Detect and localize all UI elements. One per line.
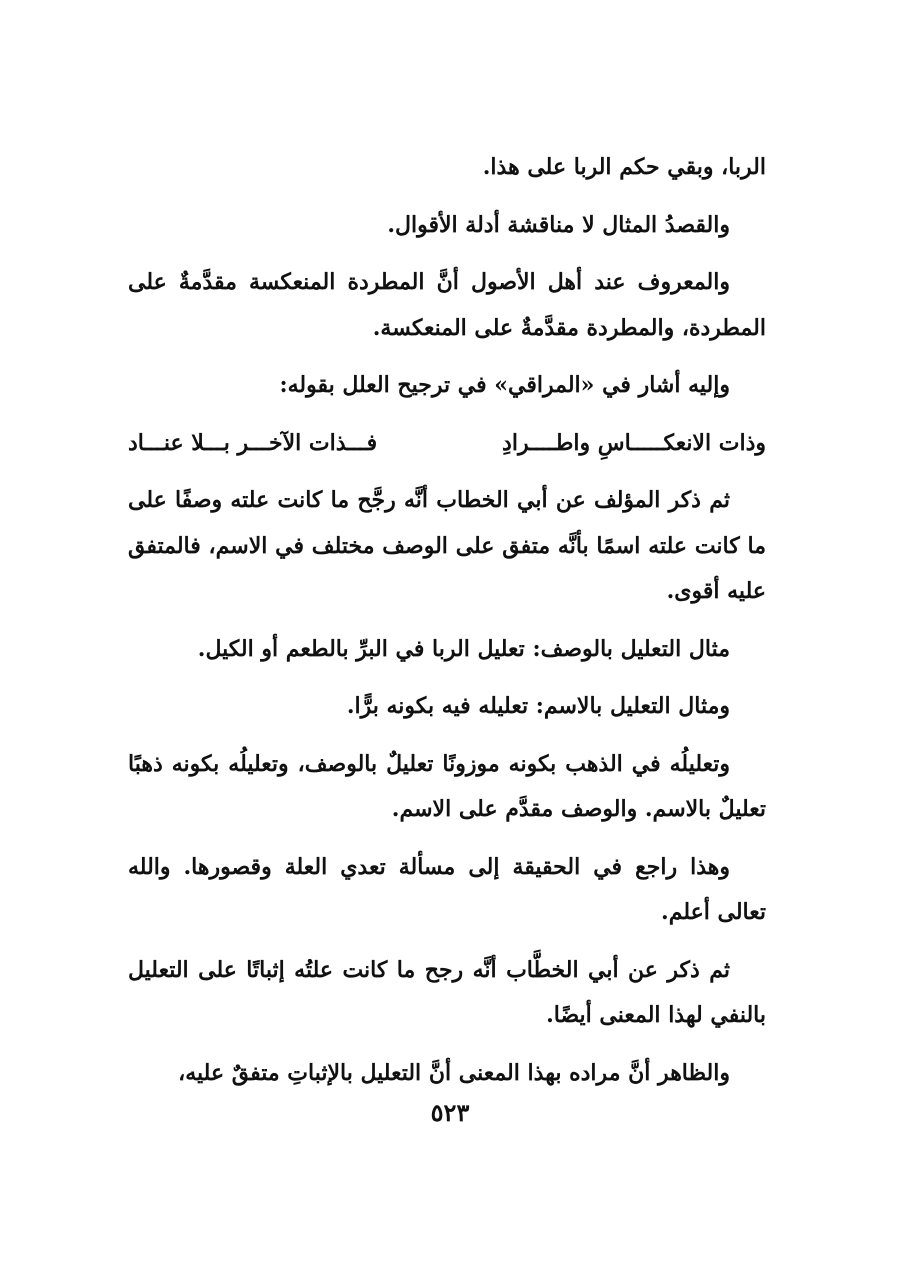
paragraph-continuation: الربا، وبقي حكم الربا على هذا. [482,154,766,180]
paragraph: وهذا راجع في الحقيقة إلى مسألة تعدي العلة وقصورها. والله تعالى أعلم. [128,853,766,925]
paragraph: والقصدُ المثال لا مناقشة أدلة الأقوال. [387,211,730,238]
paragraph: وإليه أشار في «المراقي» في ترجيح العلل بقوله: [279,372,730,398]
body-text [128,145,766,1108]
page-number: ٥٢٣ [430,1098,470,1127]
paragraph: ومثال التعليل بالاسم: تعليله فيه بكونه برًّا. [346,693,730,719]
paragraph: مثال التعليل بالوصف: تعليل الربا في البرِّ بالطعم أو الكيل. [197,635,730,662]
paragraph: ثم ذكر المؤلف عن أبي الخطاب أنَّه رجَّح ما كانت علته وصفًا على ما كانت علته اسمًا بأنَّه متفق على الوصف مختلف في الاسم، فالمتفق عليه أقوى. [128,487,766,604]
verse-second-hemistich: فـــذات الآخـــر بـــلا عنـــاد [128,429,378,456]
paragraph: وتعليلُه في الذهب بكونه موزونًا تعليلٌ بالوصف، وتعليلُه بكونه ذهبًا تعليلٌ بالاسم. والوصف مقدَّم على الاسم. [128,750,766,822]
verse-line [128,421,766,467]
paragraph: ثم ذكر عن أبي الخطَّاب أنَّه رجح ما كانت علتُه إثباتًا على التعليل بالنفي لهذا المعنى أيضًا. [128,956,766,1028]
paragraph: والمعروف عند أهل الأصول أنَّ المطردة المنعكسة مقدَّمةٌ على المطردة، والمطردة مقدَّمةٌ على المنعكسة. [128,269,766,341]
paragraph: والظاهر أنَّ مراده بهذا المعنى أنَّ التعليل بالإثباتِ متفقٌ عليه، [178,1059,730,1086]
verse-first-hemistich: وذات الانعكـــــاسِ واطــــرادِ [502,429,766,456]
